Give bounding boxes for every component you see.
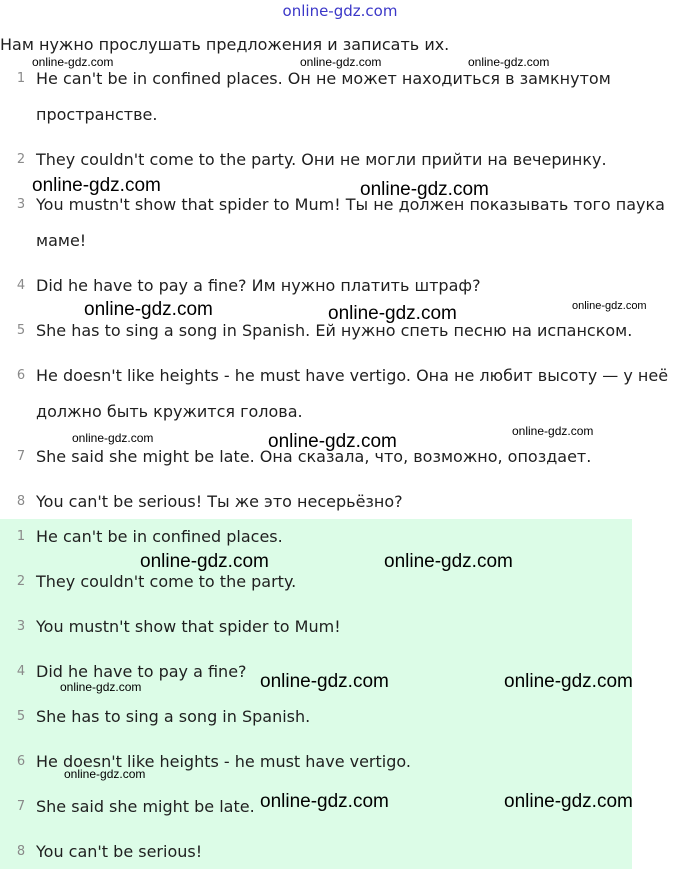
item-number: 5 <box>16 323 26 338</box>
watermark: online-gdz.com <box>260 671 389 692</box>
watermark: online-gdz.com <box>72 431 154 445</box>
item-text: You mustn't show that spider to Mum! <box>36 617 341 636</box>
item-text: He can't be in confined places. Он не может находиться в замкнутом пространстве. <box>36 69 611 124</box>
item-number: 3 <box>16 619 26 634</box>
item-text: She has to sing a song in Spanish. <box>36 707 311 726</box>
item-text: She said she might be late. <box>36 797 255 816</box>
item-text: He can't be in confined places. <box>36 527 283 546</box>
item-text: They couldn't come to the party. <box>36 572 297 591</box>
watermark: online-gdz.com <box>32 55 114 69</box>
watermark: online-gdz.com <box>360 179 489 200</box>
watermark: online-gdz.com <box>384 551 513 572</box>
item-text: You mustn't show that spider to Mum! Ты не должен показывать того паука маме! <box>36 195 665 250</box>
watermark: online-gdz.com <box>468 55 550 69</box>
watermark: online-gdz.com <box>268 431 397 452</box>
watermark: online-gdz.com <box>64 767 146 781</box>
site-header-link[interactable]: online-gdz.com <box>282 2 398 20</box>
item-number: 6 <box>16 754 26 769</box>
item-text: She has to sing a song in Spanish. Ей нужно спеть песню на испанском. <box>36 321 633 340</box>
item-text: You can't be serious! Ты же это несерьёзно? <box>36 492 403 511</box>
item-number: 2 <box>16 152 26 167</box>
watermark: online-gdz.com <box>140 551 269 572</box>
item-text: He doesn't like heights - he must have vertigo. Она не любит высоту — у неё должно быть кружится голова. <box>36 366 669 421</box>
watermark: online-gdz.com <box>328 303 457 324</box>
item-text: He doesn't like heights - he must have vertigo. <box>36 752 411 771</box>
item-number: 8 <box>16 844 26 859</box>
item-number: 1 <box>16 529 26 544</box>
item-number: 7 <box>16 799 26 814</box>
item-text: You can't be serious! <box>36 842 203 861</box>
item-number: 4 <box>16 278 26 293</box>
item-text: Did he have to pay a fine? Им нужно платить штраф? <box>36 276 481 295</box>
item-number: 5 <box>16 709 26 724</box>
watermark: online-gdz.com <box>512 424 594 438</box>
watermark: online-gdz.com <box>572 300 647 312</box>
item-number: 2 <box>16 574 26 589</box>
item-number: 1 <box>16 71 26 86</box>
item-number: 3 <box>16 197 26 212</box>
item-number: 4 <box>16 664 26 679</box>
item-text: They couldn't come to the party. Они не могли прийти на вечеринку. <box>36 150 607 169</box>
watermark: online-gdz.com <box>84 299 213 320</box>
watermark: online-gdz.com <box>60 680 142 694</box>
item-number: 6 <box>16 368 26 383</box>
task-intro: Нам нужно прослушать предложения и записать их. <box>0 35 450 54</box>
watermark: online-gdz.com <box>504 791 633 812</box>
watermark: online-gdz.com <box>504 671 633 692</box>
watermark: online-gdz.com <box>300 55 382 69</box>
watermark: online-gdz.com <box>260 791 389 812</box>
watermark: online-gdz.com <box>32 175 161 196</box>
item-text: She said she might be late. Она сказала, что, возможно, опоздает. <box>36 447 592 466</box>
item-number: 8 <box>16 494 26 509</box>
item-text: Did he have to pay a fine? <box>36 662 247 681</box>
item-number: 7 <box>16 449 26 464</box>
